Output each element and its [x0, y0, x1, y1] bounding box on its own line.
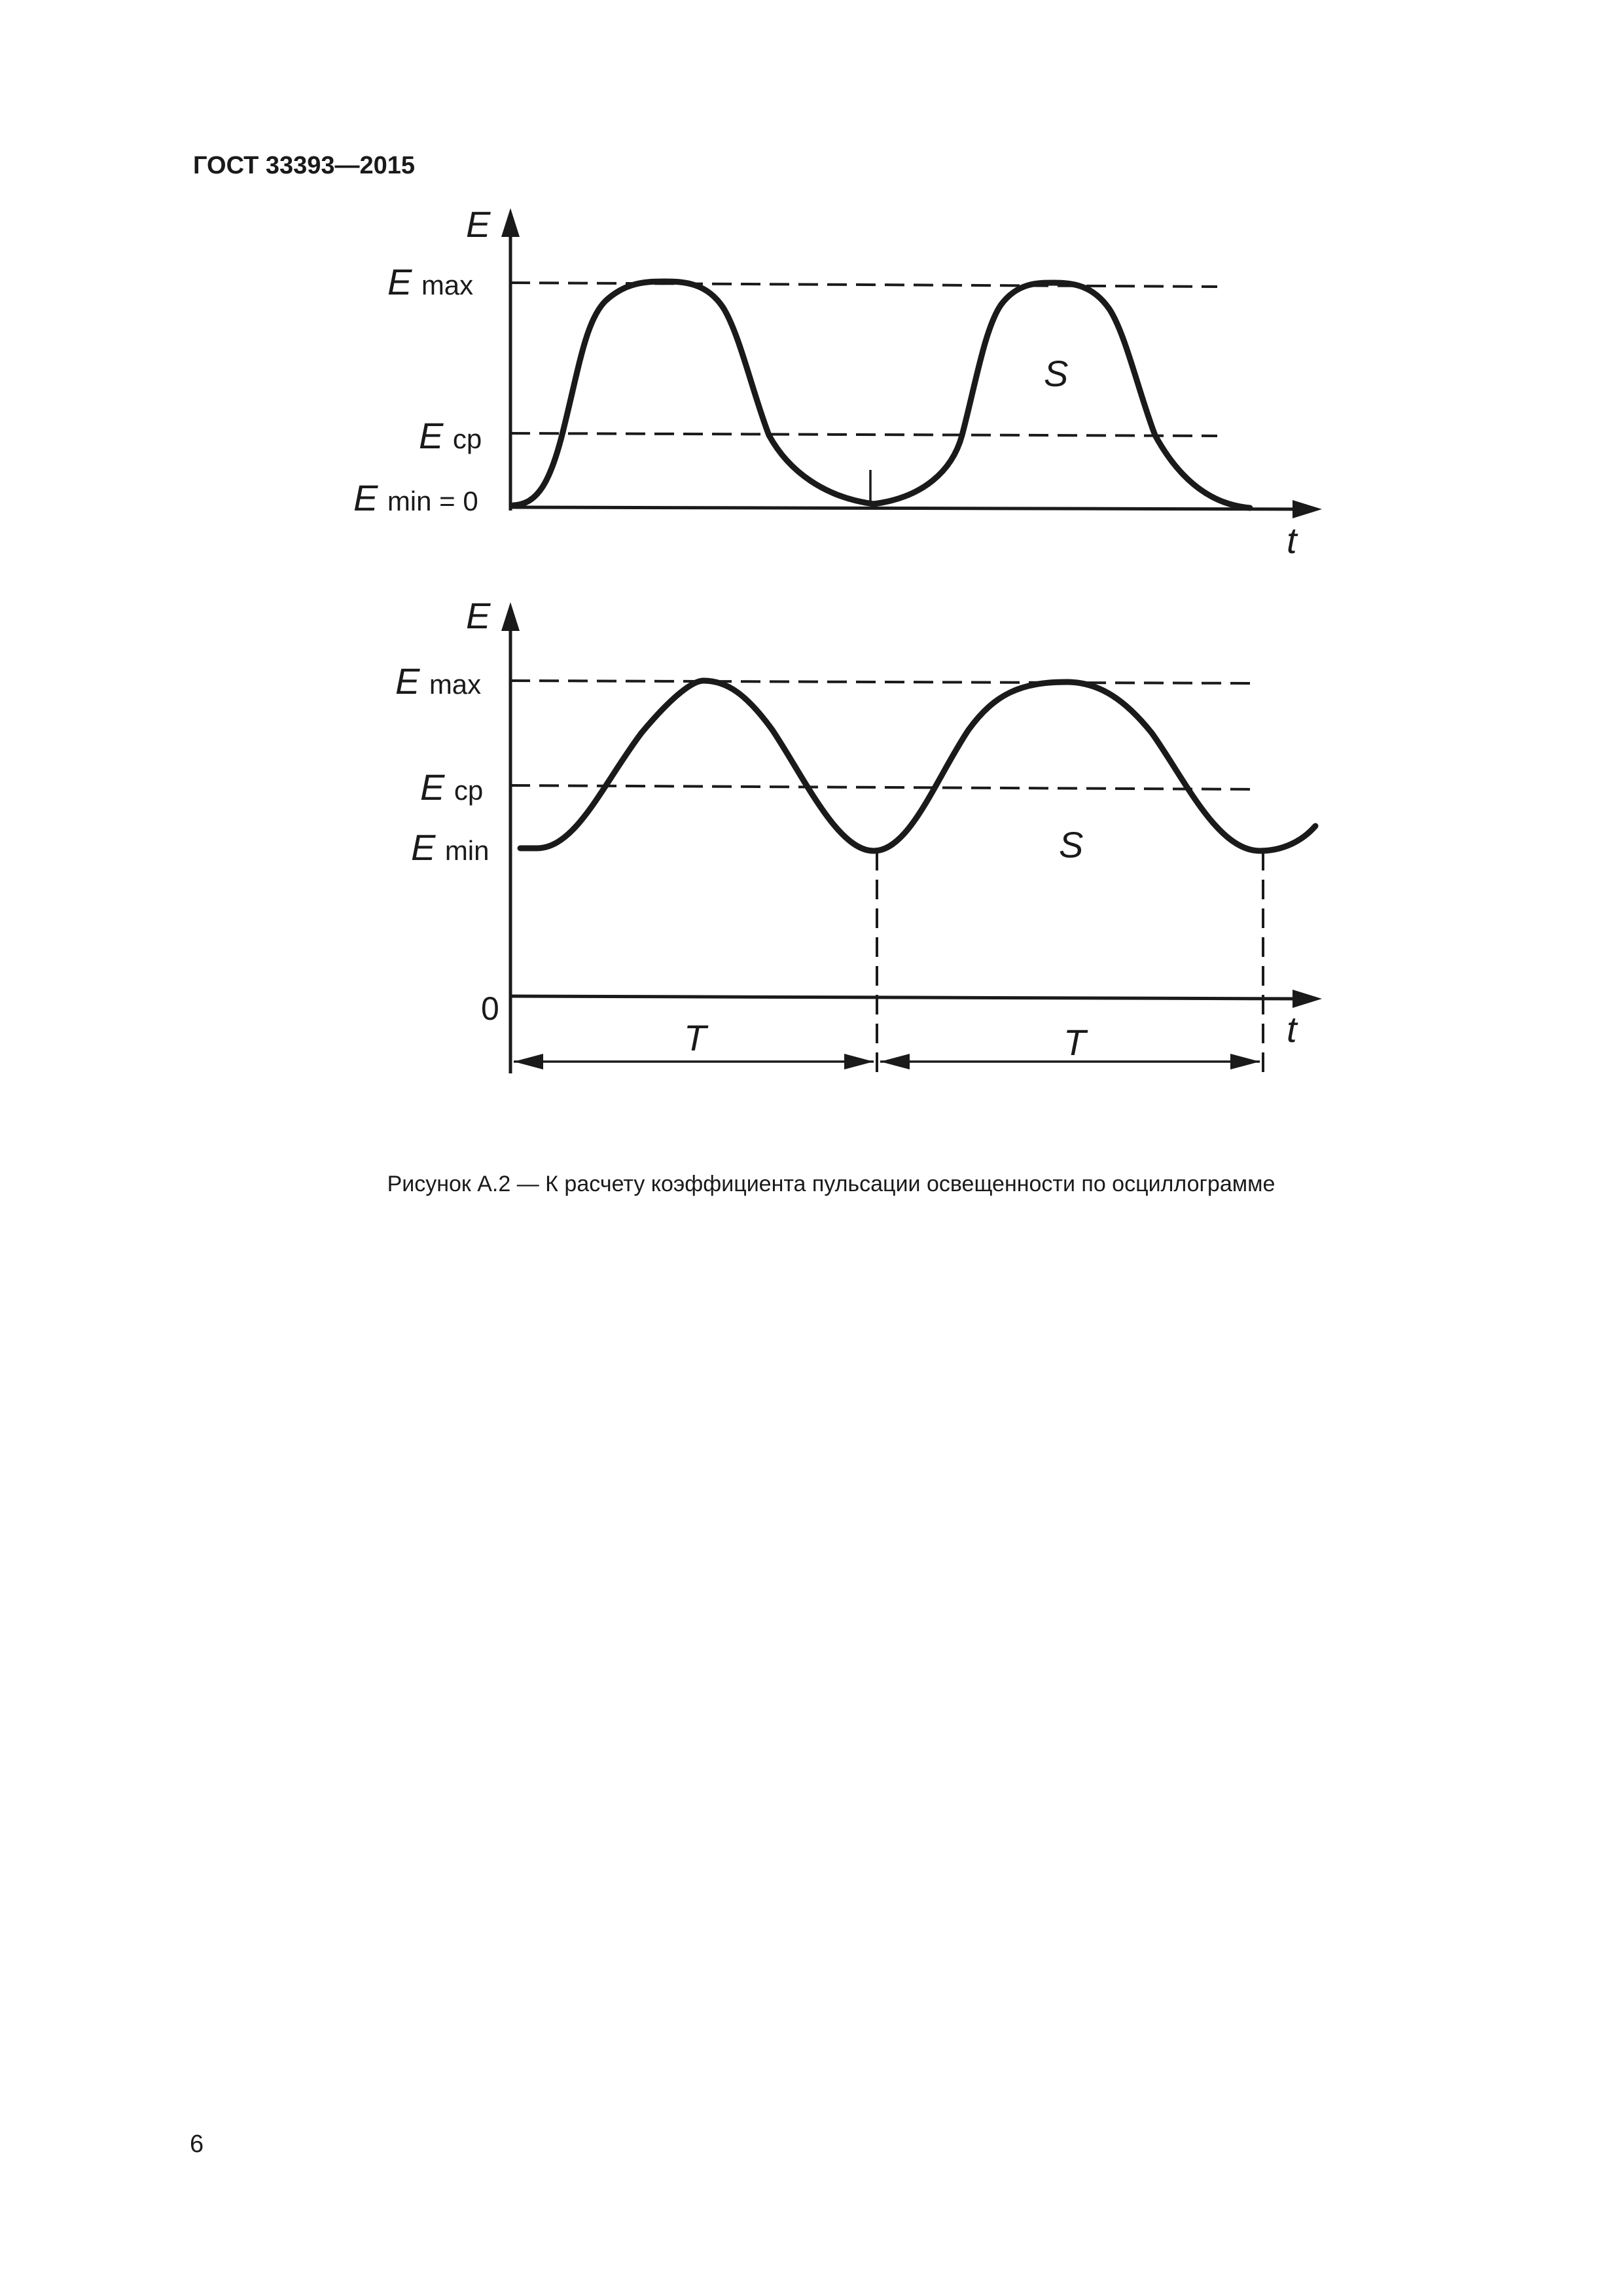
bottom-x-axis: [510, 996, 1302, 999]
bottom-emin-label: E min: [411, 827, 490, 868]
bottom-period-label-2: T: [1063, 1022, 1086, 1063]
top-emax-label: E max: [387, 261, 474, 302]
top-waveform: [514, 281, 1250, 508]
bottom-period-arrow-2-right: [1230, 1054, 1260, 1069]
top-eavg-label: E ср: [419, 415, 482, 456]
top-x-axis-arrow: [1293, 500, 1322, 518]
bottom-x-axis-label: t: [1287, 1009, 1297, 1050]
top-emax-line: [510, 283, 1217, 287]
top-x-axis: [510, 507, 1302, 509]
top-emin-label: E min = 0: [353, 477, 478, 518]
bottom-zero-label: 0: [481, 990, 499, 1027]
bottom-oscillogram: [395, 595, 1322, 1077]
top-oscillogram: [353, 204, 1322, 561]
bottom-period-arrow-2-left: [880, 1054, 910, 1069]
document-header: ГОСТ 33393—2015: [193, 152, 416, 179]
bottom-y-axis-arrow: [501, 602, 520, 631]
top-x-axis-label: t: [1287, 520, 1297, 561]
bottom-period-label-1: T: [684, 1017, 707, 1058]
bottom-period-arrow-1-right: [844, 1054, 874, 1069]
top-y-axis-arrow: [501, 208, 520, 237]
top-area-label: S: [1044, 353, 1069, 394]
bottom-emax-line: [510, 681, 1257, 683]
bottom-period-arrow-1-left: [514, 1054, 543, 1069]
bottom-emax-label: E max: [395, 660, 482, 702]
figure-caption: Рисунок А.2 — К расчету коэффициента пульсации освещенности по осциллограмме: [387, 1172, 1275, 1196]
bottom-eavg-line: [510, 785, 1257, 789]
top-eavg-line: [510, 433, 1217, 436]
top-y-axis-label: E: [466, 204, 491, 245]
bottom-area-label: S: [1059, 824, 1084, 865]
bottom-y-axis-label: E: [466, 595, 491, 636]
page-number: 6: [190, 2130, 204, 2158]
bottom-waveform: [520, 681, 1315, 851]
bottom-eavg-label: E ср: [420, 766, 484, 808]
bottom-x-axis-arrow: [1293, 990, 1322, 1008]
